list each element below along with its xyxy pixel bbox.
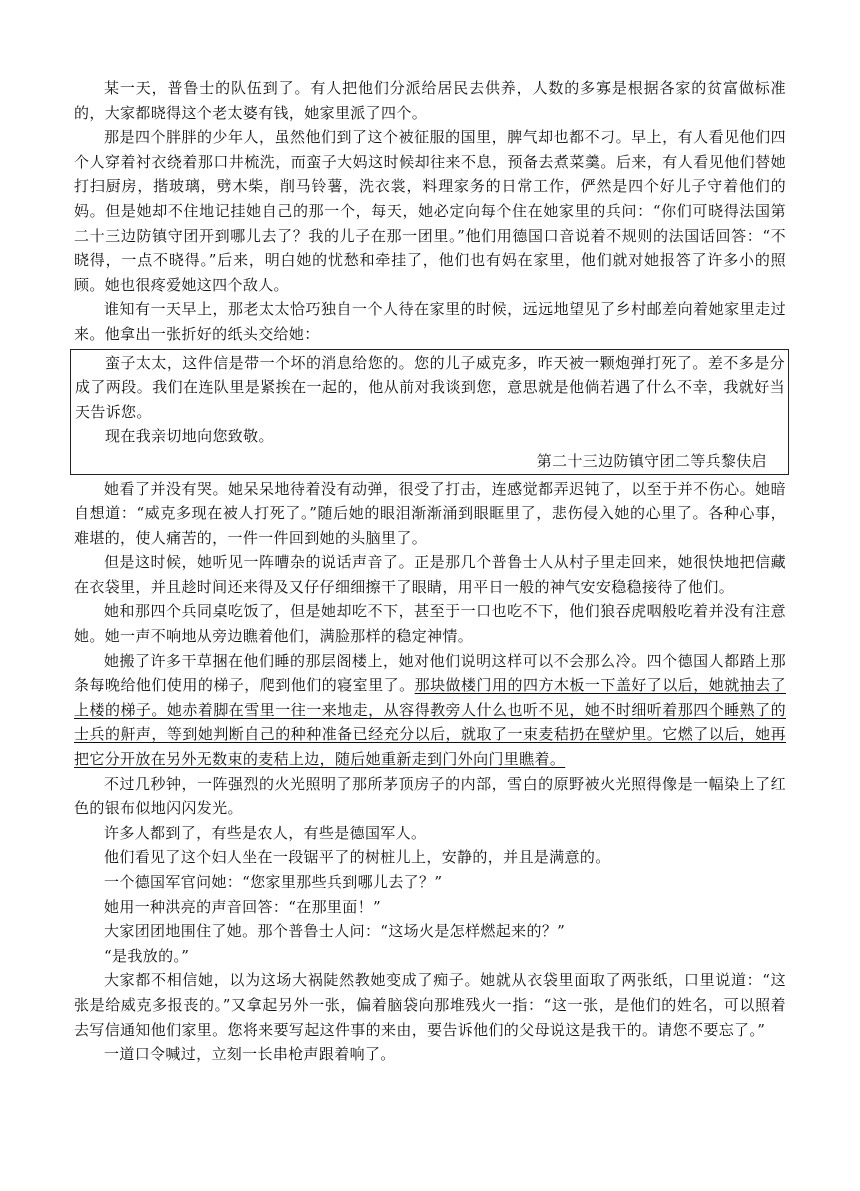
paragraph-13: 大家团团地围住了她。那个普鲁士人问：“这场火是怎样燃起来的？” — [104, 922, 566, 941]
paragraph-9: 许多人都到了，有些是农人，有些是德国军人。 — [104, 823, 427, 842]
letter-box — [70, 349, 789, 475]
paragraph-11: 一个德国军官问她：“您家里那些兵到哪儿去了？” — [104, 873, 443, 891]
paragraph-16: 一道口令喊过，立刻一长串枪声跟着响了。 — [104, 1045, 396, 1064]
paragraph-12: 她用一种洪亮的声音回答：“在那里面！” — [104, 897, 381, 916]
story-text — [74, 76, 786, 1067]
paragraph-3: 谁知有一天早上，那老太太恰巧独自一个人待在家里的时候，远远地望见了乡村邮差向着她家里走过来。他拿出一张折好的纸头交给她： — [74, 300, 786, 343]
letter-paragraph-2: 现在我亲切地向您致敬。 — [105, 427, 274, 446]
underlined-passage: 那块做楼门用的四方木板一下盖好了以后，她就抽去了上楼的梯子。她赤着脚在雪里一往一来地走，从容得教旁人什么也听不见，她不时细听着那四个睡熟了的士兵的鼾声，等到她判断自己的种种准备已经充分以后，就取了一束麦秸扔在壁炉里。它燃了以后，她再把它分开放在另外无数束的麦秸上边，随后她重新走到门外向门里瞧着。 — [74, 676, 787, 769]
paragraph-8: 不过几秒钟，一阵强烈的火光照明了那所茅顶房子的内部，雪白的原野被火光照得像是一幅染上了红色的银布似地闪闪发光。 — [74, 774, 786, 818]
paragraph-14: “是我放的。” — [104, 946, 190, 965]
paragraph-1: 某一天，普鲁士的队伍到了。有人把他们分派给居民去供养，人数的多寡是根据各家的贫富做标准的，大家都晓得这个老太婆有钱，她家里派了四个。 — [74, 79, 786, 122]
paragraph-10: 他们看见了这个妇人坐在一段锯平了的树桩儿上，安静的，并且是满意的。 — [104, 848, 611, 867]
paragraph-4: 她看了并没有哭。她呆呆地待着没有动弹，很受了打击，连感觉都弄迟钝了，以至于并不伤心。她暗自想道：“威克多现在被人打死了。”随后她的眼泪渐渐涌到眼眶里了，悲伤侵入她的心里了。各种心事，难堪的，使人痛苦的，一件一件回到她的头脑里了。 — [74, 479, 786, 547]
paragraph-7-plain: 她搬了许多干草捆在他们睡的那层阁楼上，她对他们说明这样可以不会那么冷。四个德国人都踏上那条每晚给他们使用的梯子，爬到他们的寝室里了。 — [74, 651, 786, 695]
paragraph-7 — [74, 649, 786, 772]
letter-paragraph-1: 蛮子太太，这件信是带一个坏的消息给您的。您的儿子威克多，昨天被一颗炮弹打死了。差不多是分成了两段。我们在连队里是紧挨在一起的，他从前对我谈到您，意思就是他倘若遇了什么不幸，我就好当天告诉您。 — [75, 353, 785, 421]
paragraph-2: 那是四个胖胖的少年人，虽然他们到了这个被征服的国里，脾气却也都不刁。早上，有人看见他们四个人穿着衬衣绕着那口井梳洗，而蛮子大妈这时候却往来不息，预备去煮菜羹。后来，有人看见他们替她打扫厨房，揩玻璃，劈木柴，削马铃薯，洗衣裳，料理家务的日常工作，俨然是四个好儿子守着他们的妈。但是她却不住地记挂她自己的那一个，每天，她必定向每个住在她家里的兵问：“你们可晓得法国第二十三边防镇守团开到哪儿去了？我的儿子在那一团里。”他们用德国口音说着不规则的法国话回答：“不晓得，一点不晓得。”后来，明白她的忧愁和牵挂了，他们也有妈在家里，他们就对她报答了许多小的照顾。她也很疼爱她这四个敌人。 — [74, 128, 786, 294]
paragraph-15: 大家都不相信她，以为这场大祸陡然教她变成了痴子。她就从衣袋里面取了两张纸，口里说道：“这张是给威克多报丧的。”又拿起另外一张，偏着脑袋向那堆残火一指：“这一张，是他们的姓名，可以照着去写信通知他们家里。您将来要写起这件事的来由，要告诉他们的父母说这是我干的。请您不要忘了。” — [74, 971, 786, 1039]
letter-signature: 第二十三边防镇守团二等兵黎伕启 — [536, 451, 767, 470]
paragraph-5: 但是这时候，她听见一阵嘈杂的说话声音了。正是那几个普鲁士人从村子里走回来，她很快地把信藏在衣袋里，并且趁时间还来得及又仔仔细细擦干了眼睛，用平日一般的神气安安稳稳接待了他们。 — [74, 553, 786, 596]
paragraph-6: 她和那四个兵同桌吃饭了，但是她却吃不下，甚至于一口也吃不下，他们狼吞虎咽般吃着并没有注意她。她一声不响地从旁边瞧着他们，满脸那样的稳定神情。 — [74, 602, 786, 646]
